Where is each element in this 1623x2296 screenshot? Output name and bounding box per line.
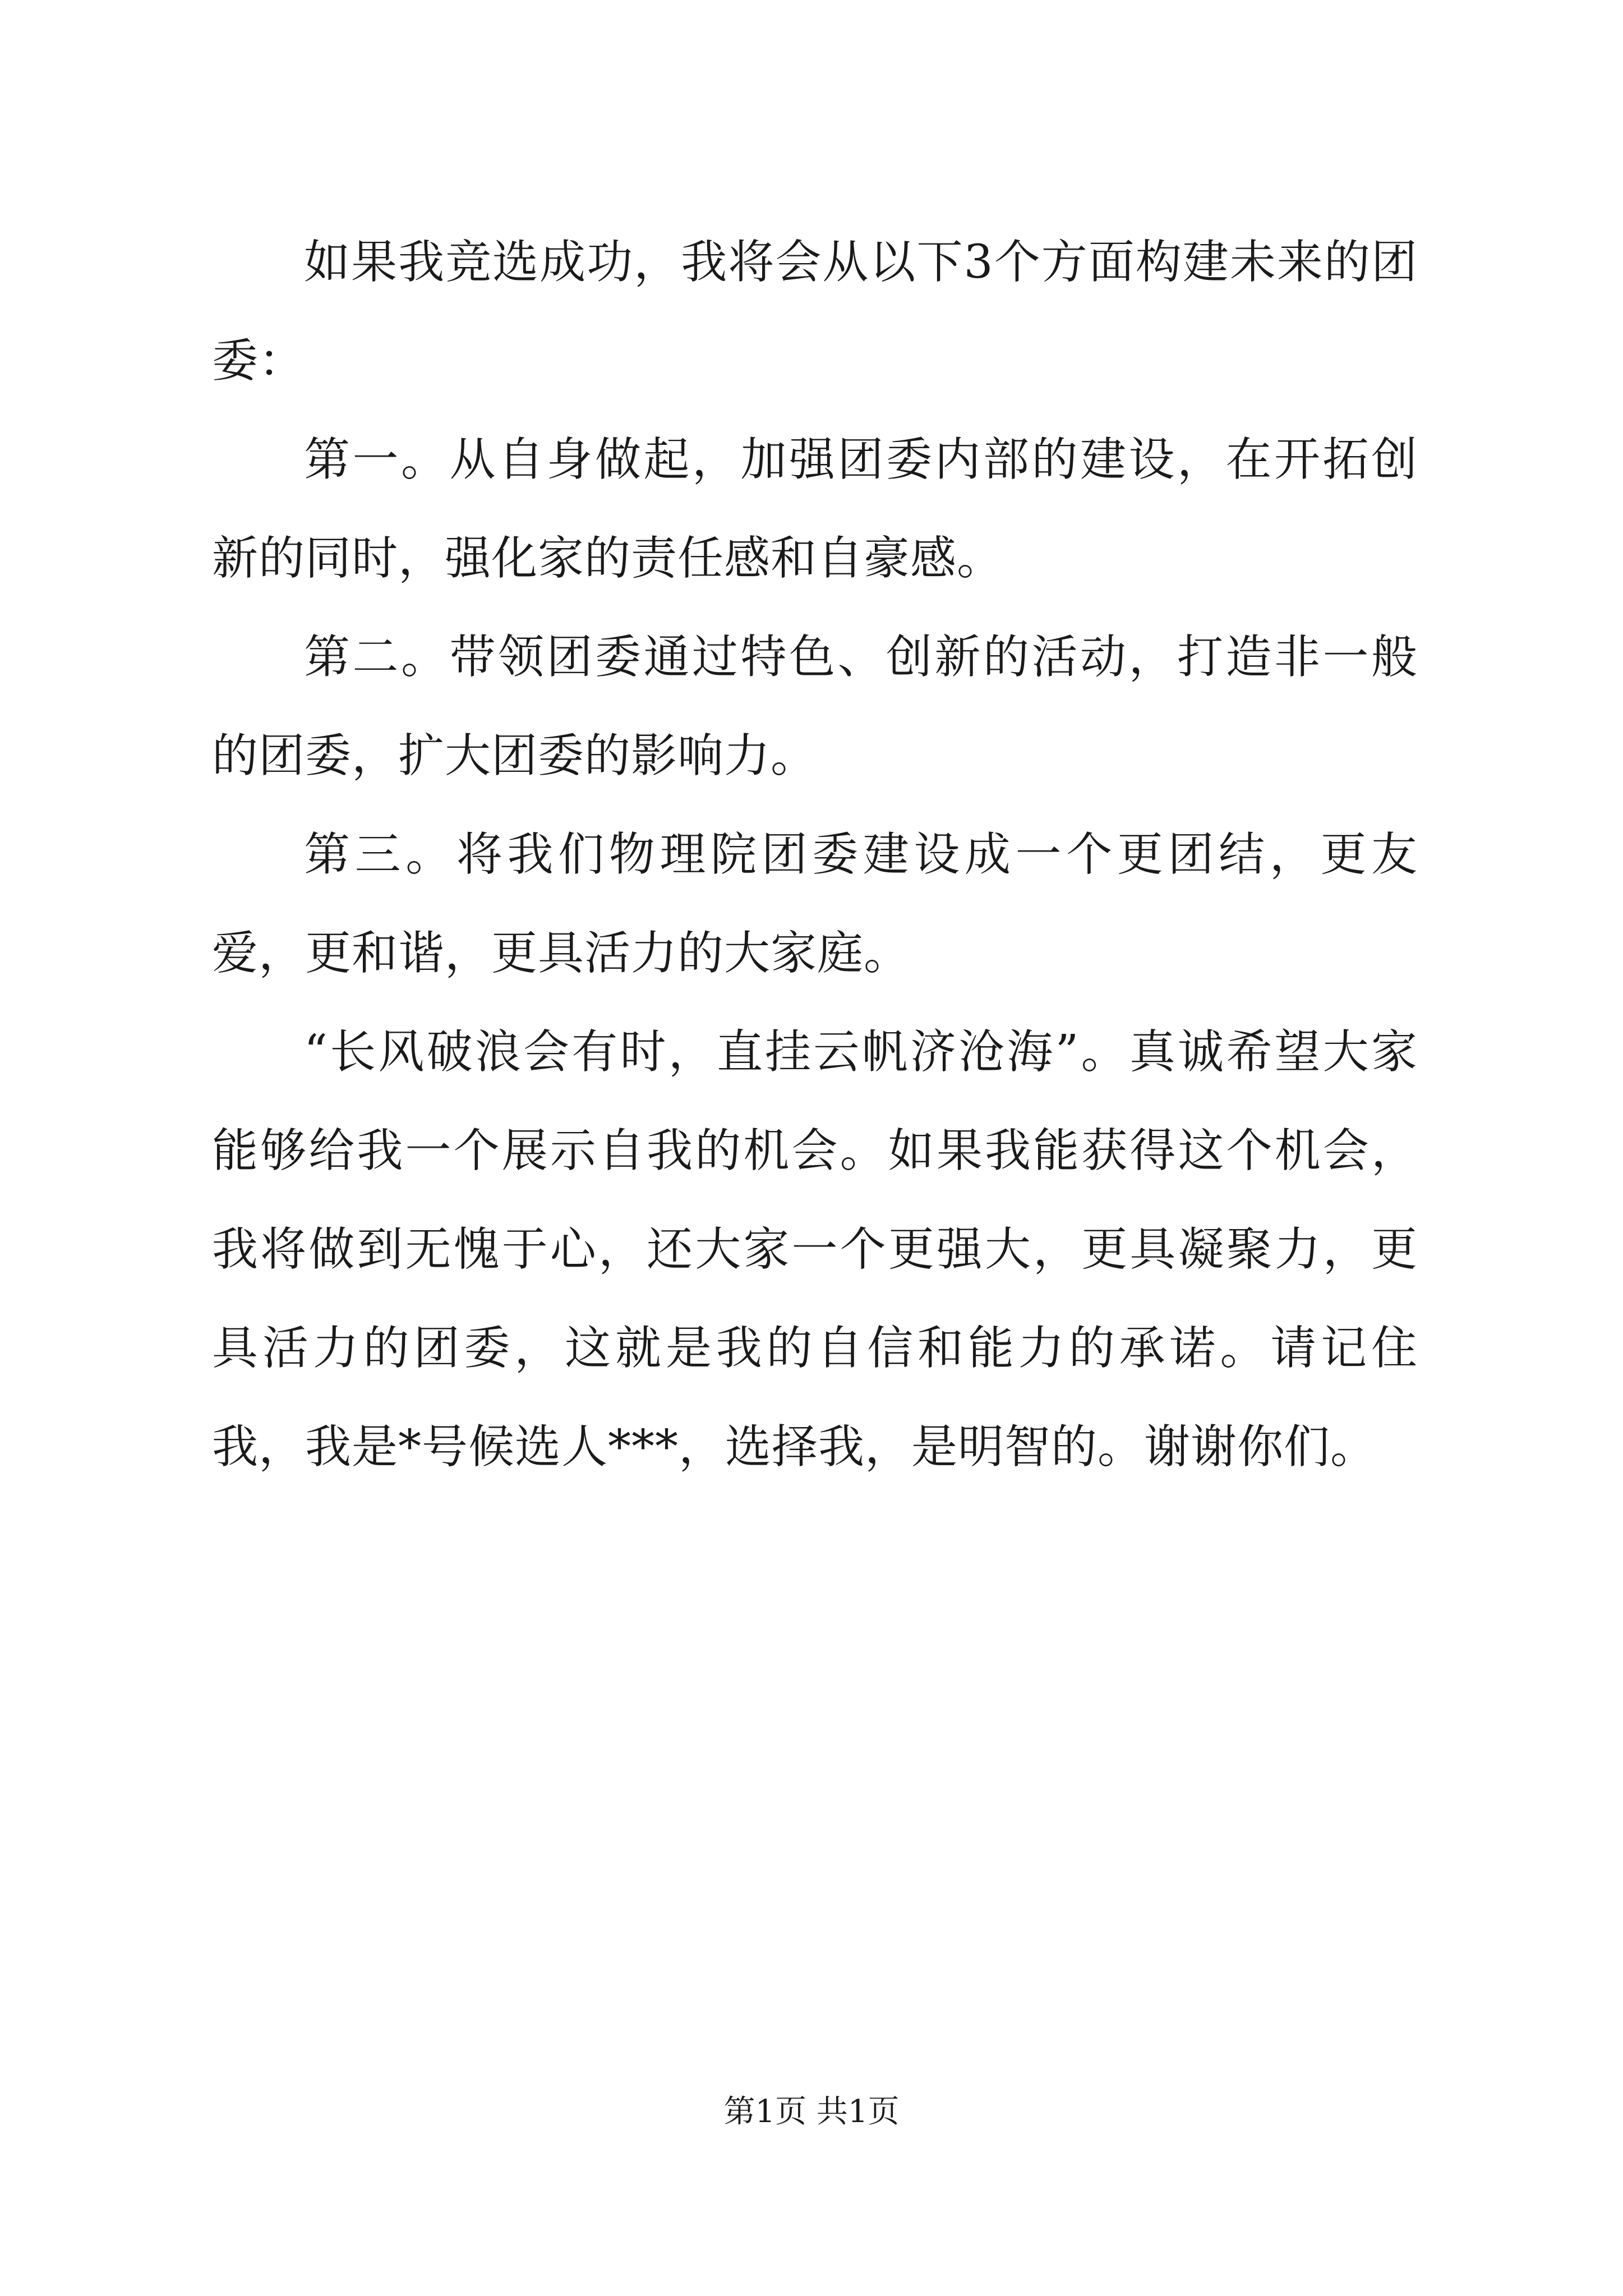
paragraph-closing: “长风破浪会有时，直挂云帆济沧海”。真诚希望大家能够给我一个展示自我的机会。如果我能获得这个机会，我将做到无愧于心，还大家一个更强大，更具凝聚力，更具活力的团委，这就是我的自信和能力的承诺。请记住我，我是*号候选人***，选择我，是明智的。谢谢你们。 — [212, 1025, 1418, 1474]
paragraph-point-one: 第一。从自身做起，加强团委内部的建设，在开拓创新的同时，强化家的责任感和自豪感。 — [212, 433, 1418, 585]
paragraph-point-three: 第三。将我们物理院团委建设成一个更团结，更友爱，更和谐，更具活力的大家庭。 — [212, 828, 1418, 980]
document-body — [212, 213, 1418, 1497]
paragraph-intro: 如果我竞选成功，我将会从以下3个方面构建未来的团委： — [212, 236, 1418, 388]
page-footer: 第1页 共1页 — [723, 2093, 900, 2130]
paragraph-point-two: 第二。带领团委通过特色、创新的活动，打造非一般的团委，扩大团委的影响力。 — [212, 631, 1418, 783]
